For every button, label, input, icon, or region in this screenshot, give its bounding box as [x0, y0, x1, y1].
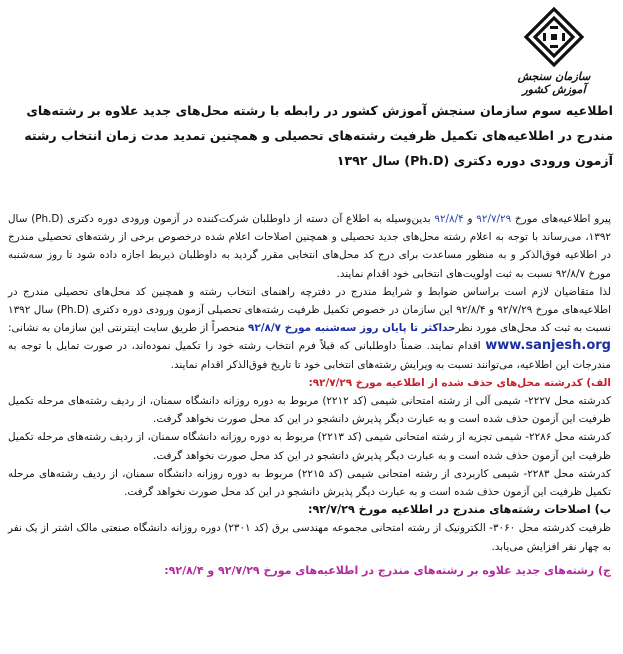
intro-text: لذا متقاضیان لازم است براساس ضوابط و شرایط مندرج در دفترچه راهنمای انتخاب رشته و همچنین کد محل‌های تحصیلی مندرج در اطلاعیه‌های مورخ ۹۲/۷/۲۹ و ۹۲/۸/۴ این سازمان در خصوص تکمیل ظرفیت رشته‌های تحصیلی آزمون ورودی دوره دکتری (Ph.D) سال ۱۳۹۲ نسبت به ثبت کد محل‌های مورد نظر — [8, 285, 612, 335]
date-link-2[interactable]: ۹۲/۸/۴ — [434, 213, 464, 225]
intro-text: منحصراً از طریق سایت اینترنتی این سازمان به نشانی: — [8, 322, 249, 335]
intro-text: پیرو اطلاعیه‌های مورخ — [511, 213, 612, 225]
section-c-heading: ج) رشته‌های جدید علاوه بر رشته‌های مندرج در اطلاعیه‌های مورخ ۹۲/۷/۲۹ و ۹۲/۸/۴: — [164, 563, 611, 577]
section-a-item: کدرشته محل ۲۲۸۶- شیمی تجزیه از رشته امتحانی شیمی (کد ۲۲۱۳) مربوط به دوره روزانه دانشگاه سمنان، از ردیف رشته‌های مرحله تکمیل ظرفیت این آزمون حذف شده است و به عبارت دیگر پذیرش دانشجو در این کد محل صورت نخواهد گرفت. — [8, 431, 611, 462]
intro-text: اقدام نمایند. ضمناً داوطلبانی که قبلاً فرم انتخاب رشته خود را تکمیل نموده‌اند، در صورت تمایل با توجه به مندرجات این اطلاعیه، می‌توانند نسبت به ویرایش رشته‌های انتخابی خود تا تاریخ فوق‌الذکر اقدام نمایند. — [8, 340, 611, 371]
intro-paragraph-2 — [8, 283, 611, 374]
date-link-1[interactable]: ۹۲/۷/۲۹ — [476, 213, 512, 225]
announcement-title: اطلاعیه سوم سازمان سنجش آموزش کشور در رابطه با رشته محل‌های جدید علاوه بر رشته‌های مندرج در اطلاعیه‌های تکمیل ظرفیت رشته‌های تحصیلی و همچنین تمدید مدت زمان انتخاب رشته آزمون ورودی دوره دکتری (Ph.D) سال ۱۳۹۲ — [24, 103, 613, 168]
section-b-heading: ب) اصلاحات رشته‌های مندرج در اطلاعیه مورخ ۹۲/۷/۲۹: — [307, 503, 611, 517]
intro-text: و — [463, 213, 477, 225]
section-a-item: کدرشته محل ۲۲۸۳- شیمی کاربردی از رشته امتحانی شیمی (کد ۲۲۱۵) مربوط به دوره روزانه دانشگاه سمنان، از ردیف رشته‌های مرحله تکمیل ظرفیت این آزمون حذف شده است و به عبارت دیگر پذیرش دانشجو در این کد محل صورت نخواهد گرفت. — [8, 467, 611, 499]
intro-paragraph-1 — [8, 210, 611, 283]
sanjesh-logo-icon — [523, 6, 585, 68]
website-link[interactable]: www.sanjesh.org — [485, 338, 611, 354]
section-b-text: ظرفیت کدرشته محل ۳۰۶۰- الکترونیک از رشته امتحانی مجموعه مهندسی برق (کد ۲۳۰۱) دوره روزانه دانشگاه صنعتی مالک اشتر از یک نفر به چهار نفر افزایش می‌یابد. — [8, 522, 611, 553]
section-a-heading: الف) کدرشته محل‌های حذف شده از اطلاعیه مورخ ۹۲/۷/۲۹: — [308, 376, 611, 389]
announcement-body — [8, 210, 611, 580]
intro-text: بدین‌وسیله به اطلاع آن دسته از داوطلبان شرکت‌کننده در آزمون ورودی دوره دکتری (Ph.D) سال ۱۳۹۲، می‌رساند با توجه به اعلام رشته محل‌های جدید تحصیلی و همچنین اصلاحات اعلام شده درخصوص برخی از رشته‌های تحصیلی مندرج در اطلاعیه فوق‌الذکر و به منظور مساعدت برای درج کد محل‌های انتخابی مقرر گردید به داوطلبان ذیربط اجازه داده شود تا روز سه‌شنبه مورخ ۹۲/۸/۷ نسبت به ثبت اولویت‌های انتخابی خود اقدام نمایند. — [8, 213, 611, 280]
org-logo — [505, 6, 603, 96]
deadline-text: حداکثر تا پایان روز سه‌شنبه مورخ ۹۲/۸/۷ — [248, 322, 456, 335]
org-logo-text: سازمان سنجش آموزش کشور — [517, 70, 591, 96]
section-a-item: کدرشته محل ۲۲۲۷- شیمی آلی از رشته امتحانی شیمی (کد ۲۲۱۲) مربوط به دوره روزانه دانشگاه سمنان، از ردیف رشته‌های مرحله تکمیل ظرفیت این آزمون حذف شده است و به عبارت دیگر پذیرش دانشجو در این کد محل صورت نخواهد گرفت. — [8, 395, 611, 426]
